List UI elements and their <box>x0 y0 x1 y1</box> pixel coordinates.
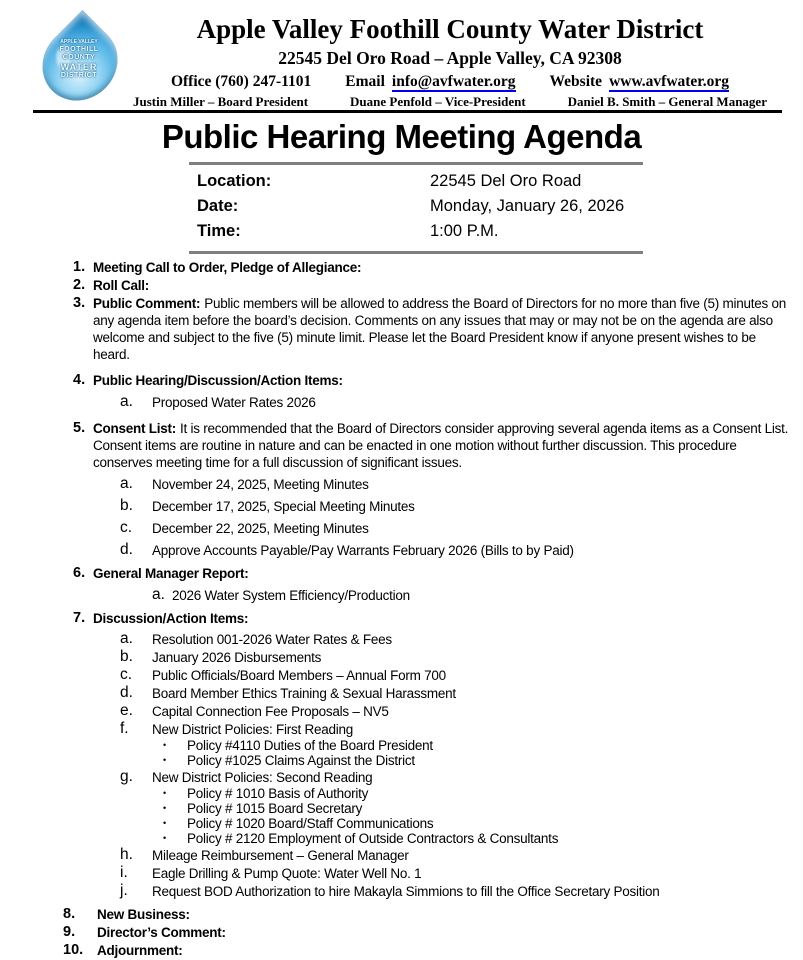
sub-item <box>120 883 793 900</box>
item-number: 8. <box>63 906 76 922</box>
item-title: Roll Call: <box>93 278 150 293</box>
bullet-icon: • <box>163 818 166 828</box>
agenda-item-6 <box>73 565 793 604</box>
item-title: Discussion/Action Items: <box>93 611 249 626</box>
agenda-item-2 <box>73 277 793 294</box>
bullet-text: Policy # 1020 Board/Staff Communications <box>187 816 434 831</box>
bullet-icon: • <box>163 833 166 843</box>
sub-letter: c. <box>120 666 133 683</box>
item-number: 10. <box>63 942 84 958</box>
sub-item <box>152 587 793 604</box>
sub-letter: g. <box>120 768 133 785</box>
sub-item <box>120 847 793 864</box>
item-title: Public Comment: <box>93 296 201 311</box>
sub-text: Request BOD Authorization to hire Makayla Simmions to fill the Office Secretary Position <box>152 884 660 899</box>
sub-text: January 2026 Disbursements <box>152 650 322 665</box>
sub-text: Resolution 001-2026 Water Rates & Fees <box>152 632 392 647</box>
email-segment <box>345 73 515 91</box>
sub-letter: f. <box>120 720 129 737</box>
agenda-item-1 <box>73 259 793 276</box>
location-label: Location: <box>197 172 272 190</box>
sub-item <box>120 721 793 738</box>
sub-item <box>120 667 793 684</box>
info-row-time <box>197 219 643 244</box>
email-label: Email <box>345 73 385 91</box>
sub-text: Board Member Ethics Training & Sexual Harassment <box>152 686 456 701</box>
website-segment <box>550 73 730 91</box>
sub-letter: a. <box>120 475 133 492</box>
sub-item <box>120 649 793 666</box>
sub-text: Mileage Reimbursement – General Manager <box>152 848 409 863</box>
bullet-icon: • <box>163 803 166 813</box>
date-label: Date: <box>197 197 239 215</box>
item-number: 3. <box>73 295 86 311</box>
logo-line: APPLE VALLEY <box>60 39 98 45</box>
item-number: 1. <box>73 259 86 275</box>
bullet-item <box>163 753 793 768</box>
item-number: 5. <box>73 420 86 436</box>
bullet-icon: • <box>163 755 166 765</box>
sub-letter: e. <box>120 702 133 719</box>
logo-line: COUNTY <box>62 53 96 61</box>
item-number: 2. <box>73 277 86 293</box>
item-number: 6. <box>73 565 86 581</box>
time-value: 1:00 P.M. <box>430 222 499 240</box>
date-value: Monday, January 26, 2026 <box>430 197 625 215</box>
bullet-item <box>163 816 793 831</box>
sub-letter: b. <box>120 648 133 665</box>
agenda-list <box>0 259 803 959</box>
sub-letter: i. <box>120 864 128 881</box>
bullet-icon: • <box>163 788 166 798</box>
bullet-item <box>163 801 793 816</box>
bullet-text: Policy # 1015 Board Secretary <box>187 801 363 816</box>
page-title: Public Hearing Meeting Agenda <box>161 118 642 155</box>
staff-board-president: Justin Miller – Board President <box>133 94 309 110</box>
sub-text: Public Officials/Board Members – Annual Form 700 <box>152 668 446 683</box>
logo-line: WATER <box>60 61 98 72</box>
bullet-item <box>163 786 793 801</box>
item-text: Public members will be allowed to address the Board of Directors for no more than five (5) minutes on any agenda item before the board’s decision. Comments on any issues that may or may not be on the agenda are also welcome and subject to the five (5) minute limit. Please let the Board President know if anyone present wishes to be heard. <box>93 296 787 362</box>
sub-item <box>120 865 793 882</box>
sub-letter: d. <box>120 541 133 558</box>
sub-letter: d. <box>120 684 133 701</box>
document-body <box>0 113 803 960</box>
sub-text: New District Policies: Second Reading <box>152 770 373 785</box>
staff-line <box>110 94 790 110</box>
staff-general-manager: Daniel B. Smith – General Manager <box>567 94 767 110</box>
staff-vice-president: Duane Penfold – Vice-President <box>350 94 526 110</box>
agenda-item-4 <box>73 372 793 411</box>
info-row-date <box>197 194 643 219</box>
item-number: 7. <box>73 610 86 626</box>
sub-text: Eagle Drilling & Pump Quote: Water Well No. 1 <box>152 866 422 881</box>
office-phone: Office (760) 247-1101 <box>170 73 312 91</box>
sub-letter: c. <box>120 519 133 536</box>
contact-line <box>110 73 790 91</box>
sub-item <box>120 542 793 559</box>
item-text: It is recommended that the Board of Directors consider approving several agenda items as a Consent List. Consent items are routine in nature and can be enacted in one motion without further discussion. This procedure conserves meeting time for a full discussion of significant issues. <box>93 421 789 470</box>
agenda-item-10 <box>63 942 793 959</box>
sub-item <box>120 685 793 702</box>
info-row-location <box>197 169 643 194</box>
item-title: Public Hearing/Discussion/Action Items: <box>93 373 343 388</box>
item-number: 4. <box>73 372 86 388</box>
sub-text: Capital Connection Fee Proposals – NV5 <box>152 704 389 719</box>
bullet-text: Policy # 1010 Basis of Authority <box>187 786 369 801</box>
sub-letter: a. <box>120 393 133 410</box>
sub-text: November 24, 2025, Meeting Minutes <box>152 477 369 492</box>
sub-letter: a. <box>120 630 133 647</box>
sub-item <box>120 476 793 493</box>
bullet-text: Policy # 2120 Employment of Outside Contractors & Consultants <box>187 831 559 846</box>
agenda-item-8 <box>63 906 793 923</box>
bullet-icon: • <box>163 740 166 750</box>
sub-item <box>120 498 793 515</box>
sub-item <box>120 769 793 786</box>
sub-text: 2026 Water System Efficiency/Production <box>172 588 410 603</box>
agenda-item-3 <box>73 295 793 363</box>
header <box>110 14 790 110</box>
website-label: Website <box>549 73 603 91</box>
item-title: General Manager Report: <box>93 566 249 581</box>
item-title: Adjournment: <box>97 943 183 958</box>
sub-item <box>120 520 793 537</box>
meeting-info-table <box>189 162 643 254</box>
email-link[interactable]: info@avfwater.org <box>391 73 516 91</box>
sub-text: December 22, 2025, Meeting Minutes <box>152 521 369 536</box>
logo-line: FOOTHILL <box>59 45 99 53</box>
agenda-item-5 <box>73 420 793 559</box>
sub-letter: j. <box>120 882 128 899</box>
sub-letter: h. <box>120 846 133 863</box>
logo-line: DISTRICT <box>60 72 98 80</box>
sub-item <box>120 631 793 648</box>
location-value: 22545 Del Oro Road <box>430 172 582 190</box>
sub-text: New District Policies: First Reading <box>152 722 354 737</box>
district-name: Apple Valley Foothill County Water District <box>196 14 704 44</box>
sub-text: Approve Accounts Payable/Pay Warrants February 2026 (Bills to by Paid) <box>152 543 574 558</box>
bullet-text: Policy #1025 Claims Against the District <box>187 753 415 768</box>
agenda-item-7 <box>73 610 793 900</box>
item-number: 9. <box>63 924 76 940</box>
agenda-item-9 <box>63 924 793 941</box>
item-title: Meeting Call to Order, Pledge of Allegiance: <box>93 260 362 275</box>
district-address: 22545 Del Oro Road – Apple Valley, CA 92308 <box>278 48 622 69</box>
sub-letter: b. <box>120 497 133 514</box>
bullet-item <box>163 831 793 846</box>
bullet-item <box>163 738 793 753</box>
time-label: Time: <box>197 222 241 240</box>
website-link[interactable]: www.avfwater.org <box>609 73 730 91</box>
item-title: New Business: <box>97 907 190 922</box>
sub-item <box>120 394 793 411</box>
sub-text: Proposed Water Rates 2026 <box>152 395 316 410</box>
sub-text: December 17, 2025, Special Meeting Minutes <box>152 499 415 514</box>
sub-letter: a. <box>152 586 165 603</box>
sub-item <box>120 703 793 720</box>
bullet-text: Policy #4110 Duties of the Board President <box>187 738 433 753</box>
item-title: Director’s Comment: <box>97 925 226 940</box>
item-title: Consent List: <box>93 421 176 436</box>
